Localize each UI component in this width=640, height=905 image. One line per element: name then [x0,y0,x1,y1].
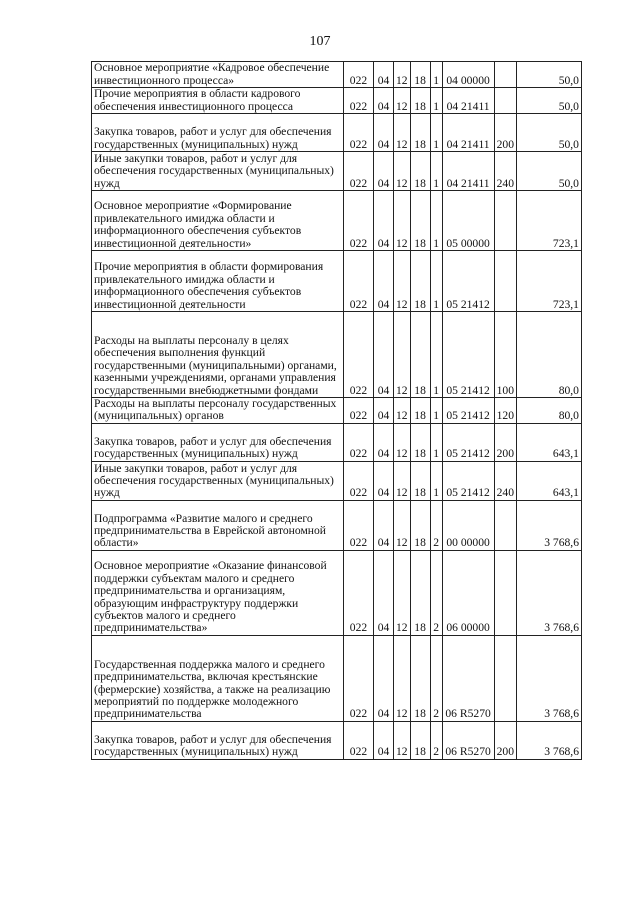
expense-type-code: 240 [494,152,516,191]
section-code: 04 [374,550,394,635]
table-row [92,114,582,152]
item-code: 05 21412 [442,461,494,500]
item-code: 05 00000 [442,191,494,251]
section-code: 04 [374,635,394,721]
amount: 50,0 [516,114,581,152]
section-code: 04 [374,152,394,191]
program-code: 18 [410,62,430,88]
item-code: 06 R5270 [442,721,494,759]
row-description: Основное мероприятие «Кадровое обеспечение инвестиционного процесса» [92,62,344,88]
row-description: Государственная поддержка малого и среднего предпринимательства, включая крестьянские (фермерские) хозяйства, а также на реализацию мероприятий по поддержке молодежного предпринимательства [92,635,344,721]
amount: 643,1 [516,423,581,461]
item-code: 06 R5270 [442,635,494,721]
section-code: 04 [374,62,394,88]
amount: 50,0 [516,62,581,88]
expense-type-code [494,191,516,251]
item-code: 04 00000 [442,62,494,88]
amount: 50,0 [516,88,581,114]
table-row [92,88,582,114]
subsection-code: 12 [394,550,411,635]
row-description: Закупка товаров, работ и услуг для обеспечения государственных (муниципальных) нужд [92,114,344,152]
expense-type-code [494,62,516,88]
item-code: 05 21412 [442,398,494,424]
row-description: Прочие мероприятия в области кадрового обеспечения инвестиционного процесса [92,88,344,114]
subprogram-code: 1 [430,191,442,251]
subsection-code: 12 [394,500,411,550]
table-row [92,423,582,461]
amount: 3 768,6 [516,635,581,721]
item-code: 04 21411 [442,88,494,114]
row-description: Закупка товаров, работ и услуг для обеспечения государственных (муниципальных) нужд [92,423,344,461]
subprogram-code: 1 [430,62,442,88]
expense-type-code: 200 [494,721,516,759]
expense-type-code: 200 [494,423,516,461]
subprogram-code: 1 [430,398,442,424]
expense-type-code: 100 [494,312,516,398]
ministry-code: 022 [344,500,374,550]
table-row [92,312,582,398]
amount: 723,1 [516,251,581,312]
expense-type-code [494,88,516,114]
ministry-code: 022 [344,550,374,635]
item-code: 05 21412 [442,423,494,461]
item-code: 06 00000 [442,550,494,635]
ministry-code: 022 [344,398,374,424]
table-row [92,152,582,191]
subprogram-code: 1 [430,88,442,114]
table-row [92,62,582,88]
ministry-code: 022 [344,88,374,114]
subprogram-code: 1 [430,114,442,152]
program-code: 18 [410,550,430,635]
subprogram-code: 1 [430,152,442,191]
row-description: Расходы на выплаты персоналу государственных (муниципальных) органов [92,398,344,424]
program-code: 18 [410,721,430,759]
expense-type-code [494,635,516,721]
expense-type-code [494,500,516,550]
amount: 3 768,6 [516,550,581,635]
ministry-code: 022 [344,635,374,721]
subprogram-code: 2 [430,721,442,759]
ministry-code: 022 [344,251,374,312]
subsection-code: 12 [394,251,411,312]
section-code: 04 [374,312,394,398]
program-code: 18 [410,635,430,721]
program-code: 18 [410,500,430,550]
program-code: 18 [410,114,430,152]
row-description: Расходы на выплаты персоналу в целях обеспечения выполнения функций государственными (муниципальными) органами, казенными учреждениями, органами управления государственными внебюджетными фондами [92,312,344,398]
amount: 723,1 [516,191,581,251]
table-row [92,191,582,251]
subprogram-code: 1 [430,312,442,398]
row-description: Иные закупки товаров, работ и услуг для обеспечения государственных (муниципальных) нужд [92,152,344,191]
table-row [92,500,582,550]
subsection-code: 12 [394,152,411,191]
program-code: 18 [410,312,430,398]
ministry-code: 022 [344,62,374,88]
subsection-code: 12 [394,635,411,721]
subprogram-code: 2 [430,500,442,550]
subsection-code: 12 [394,721,411,759]
ministry-code: 022 [344,114,374,152]
program-code: 18 [410,398,430,424]
amount: 643,1 [516,461,581,500]
expense-type-code: 120 [494,398,516,424]
row-description: Прочие мероприятия в области формирования привлекательного имиджа области и информационного обеспечения субъектов инвестиционной деятельности [92,251,344,312]
subprogram-code: 1 [430,461,442,500]
row-description: Подпрограмма «Развитие малого и среднего предпринимательства в Еврейской автономной области» [92,500,344,550]
ministry-code: 022 [344,191,374,251]
program-code: 18 [410,461,430,500]
amount: 3 768,6 [516,721,581,759]
subsection-code: 12 [394,62,411,88]
row-description: Основное мероприятие «Оказание финансовой поддержки субъектам малого и среднего предпринимательства и организациям, образующим инфраструктуру поддержки субъектов малого и среднего предпринимательства» [92,550,344,635]
subprogram-code: 1 [430,251,442,312]
expense-type-code: 200 [494,114,516,152]
table-row [92,550,582,635]
expense-type-code [494,550,516,635]
section-code: 04 [374,191,394,251]
item-code: 05 21412 [442,251,494,312]
subprogram-code: 2 [430,550,442,635]
amount: 50,0 [516,152,581,191]
table-row [92,635,582,721]
amount: 80,0 [516,398,581,424]
section-code: 04 [374,423,394,461]
table-row [92,398,582,424]
ministry-code: 022 [344,312,374,398]
program-code: 18 [410,251,430,312]
subsection-code: 12 [394,114,411,152]
subprogram-code: 2 [430,635,442,721]
section-code: 04 [374,251,394,312]
item-code: 04 21411 [442,152,494,191]
program-code: 18 [410,191,430,251]
ministry-code: 022 [344,461,374,500]
subsection-code: 12 [394,312,411,398]
subsection-code: 12 [394,423,411,461]
subsection-code: 12 [394,461,411,500]
item-code: 00 00000 [442,500,494,550]
program-code: 18 [410,88,430,114]
section-code: 04 [374,88,394,114]
subsection-code: 12 [394,191,411,251]
amount: 3 768,6 [516,500,581,550]
table-row [92,251,582,312]
program-code: 18 [410,152,430,191]
row-description: Закупка товаров, работ и услуг для обеспечения государственных (муниципальных) нужд [92,721,344,759]
section-code: 04 [374,398,394,424]
budget-table [91,61,582,760]
row-description: Основное мероприятие «Формирование привлекательного имиджа области и информационного обеспечения субъектов инвестиционной деятельности» [92,191,344,251]
section-code: 04 [374,500,394,550]
subprogram-code: 1 [430,423,442,461]
item-code: 05 21412 [442,312,494,398]
section-code: 04 [374,461,394,500]
subsection-code: 12 [394,398,411,424]
page-number: 107 [309,34,331,49]
expense-type-code: 240 [494,461,516,500]
section-code: 04 [374,721,394,759]
ministry-code: 022 [344,152,374,191]
item-code: 04 21411 [442,114,494,152]
ministry-code: 022 [344,423,374,461]
table-row [92,721,582,759]
amount: 80,0 [516,312,581,398]
expense-type-code [494,251,516,312]
section-code: 04 [374,114,394,152]
subsection-code: 12 [394,88,411,114]
row-description: Иные закупки товаров, работ и услуг для обеспечения государственных (муниципальных) нужд [92,461,344,500]
program-code: 18 [410,423,430,461]
table-row [92,461,582,500]
ministry-code: 022 [344,721,374,759]
table-body [92,62,582,760]
